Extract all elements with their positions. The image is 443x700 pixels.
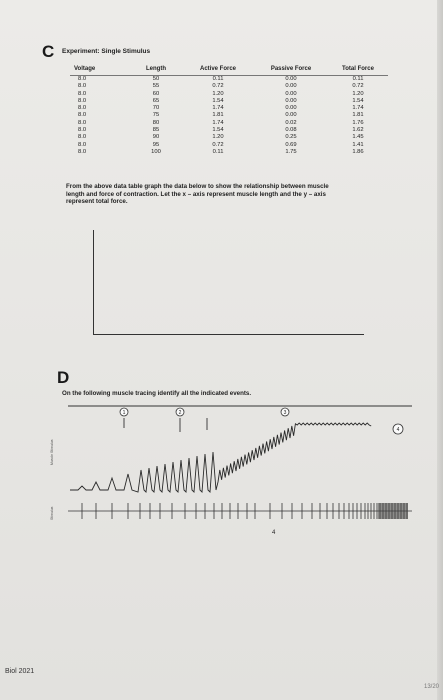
total-force-cell: 1.20 (352, 90, 364, 97)
passive-force-cell: 0.02 (285, 119, 297, 126)
total-force-cell: 1.86 (352, 148, 364, 155)
header-total-force: Total Force (328, 65, 388, 76)
passive-force-cell: 0.00 (285, 83, 297, 90)
active-force-cell: 1.54 (212, 97, 224, 104)
active-force-cell: 0.72 (212, 83, 224, 90)
header-length: Length (130, 65, 182, 76)
length-cell: 90 (152, 134, 160, 141)
voltage-cell: 8.0 (78, 112, 87, 119)
active-force-cell: 1.81 (212, 112, 224, 119)
passive-force-cell: 0.08 (285, 127, 297, 134)
total-force-cell: 1.76 (352, 119, 364, 126)
voltage-cell: 8.0 (78, 141, 87, 148)
graph-instructions: From the above data table graph the data below to show the relationship between muscle length and force of contraction. Let the x – axis represent muscle length and the y – axis represent total force. (66, 183, 329, 205)
voltage-cell: 8.0 (78, 76, 87, 82)
event-marker-2-label: 2 (178, 410, 182, 416)
stimulus-tick-block (378, 503, 408, 519)
event-marker-4-label: 4 (396, 427, 400, 433)
length-cell: 70 (152, 105, 160, 112)
active-force-cell: 1.20 (212, 134, 224, 141)
length-cell: 75 (152, 112, 160, 119)
header-passive-force: Passive Force (254, 65, 328, 76)
voltage-cell: 8.0 (78, 119, 87, 126)
active-force-cell: 1.74 (212, 105, 224, 112)
total-force-cell: 1.54 (352, 97, 364, 104)
experiment-title: Experiment: Single Stimulus (62, 48, 151, 55)
course-label: Biol 2021 (5, 668, 35, 675)
voltage-cell: 8.0 (78, 90, 87, 97)
total-force-cell: 0.11 (352, 76, 364, 82)
event-marker-3-label: 3 (283, 410, 287, 416)
length-cell: 50 (152, 76, 160, 82)
length-cell: 95 (152, 141, 160, 148)
total-force-cell: 1.62 (352, 127, 364, 134)
stimulus-marker-label: 4 (272, 530, 276, 536)
voltage-cell: 8.0 (78, 134, 87, 141)
active-force-cell: 0.11 (212, 148, 224, 155)
event-marker-3 (207, 408, 289, 430)
total-force-cell: 0.72 (352, 83, 364, 90)
passive-force-cell: 0.69 (285, 141, 297, 148)
active-force-cell: 0.11 (212, 76, 224, 82)
section-c-letter: C (42, 42, 55, 61)
voltage-cell: 8.0 (78, 148, 87, 155)
event-marker-1-label: 1 (122, 410, 126, 416)
total-force-cell: 1.74 (352, 105, 364, 112)
length-cell: 80 (152, 119, 160, 126)
passive-force-cell: 0.00 (285, 76, 297, 82)
tracing-question: On the following muscle tracing identify all the indicated events. (62, 390, 252, 397)
total-force-cell: 1.45 (352, 134, 364, 141)
event-marker-4 (393, 424, 403, 434)
total-force-cell: 1.41 (352, 141, 364, 148)
passive-force-cell: 1.75 (285, 148, 297, 155)
active-force-cell: 1.74 (212, 119, 224, 126)
section-d-letter: D (57, 368, 70, 387)
total-force-cell: 1.81 (352, 112, 364, 119)
muscle-tracing-waveform (70, 423, 371, 492)
passive-force-cell: 0.00 (285, 105, 297, 112)
voltage-cell: 8.0 (78, 97, 87, 104)
header-voltage: Voltage (70, 65, 130, 76)
tracing-side-label-muscle: Muscle Stimulus (50, 439, 54, 465)
tracing-side-label-stimulus: Stimulus (50, 506, 54, 520)
length-cell: 65 (152, 97, 160, 104)
passive-force-cell: 0.25 (285, 134, 297, 141)
length-cell: 55 (152, 83, 160, 90)
active-force-cell: 1.20 (212, 90, 224, 97)
active-force-cell: 0.72 (212, 141, 224, 148)
voltage-cell: 8.0 (78, 105, 87, 112)
passive-force-cell: 0.00 (285, 90, 297, 97)
page-number: 13/20 (423, 684, 439, 690)
passive-force-cell: 0.00 (285, 97, 297, 104)
voltage-cell: 8.0 (78, 83, 87, 90)
event-marker-2 (176, 408, 184, 432)
length-cell: 60 (152, 90, 160, 97)
passive-force-cell: 0.00 (285, 112, 297, 119)
length-cell: 100 (151, 148, 161, 155)
voltage-cell: 8.0 (78, 127, 87, 134)
active-force-cell: 1.54 (212, 127, 224, 134)
header-active-force: Active Force (182, 65, 254, 76)
event-marker-1 (120, 408, 128, 428)
length-cell: 85 (152, 127, 160, 134)
